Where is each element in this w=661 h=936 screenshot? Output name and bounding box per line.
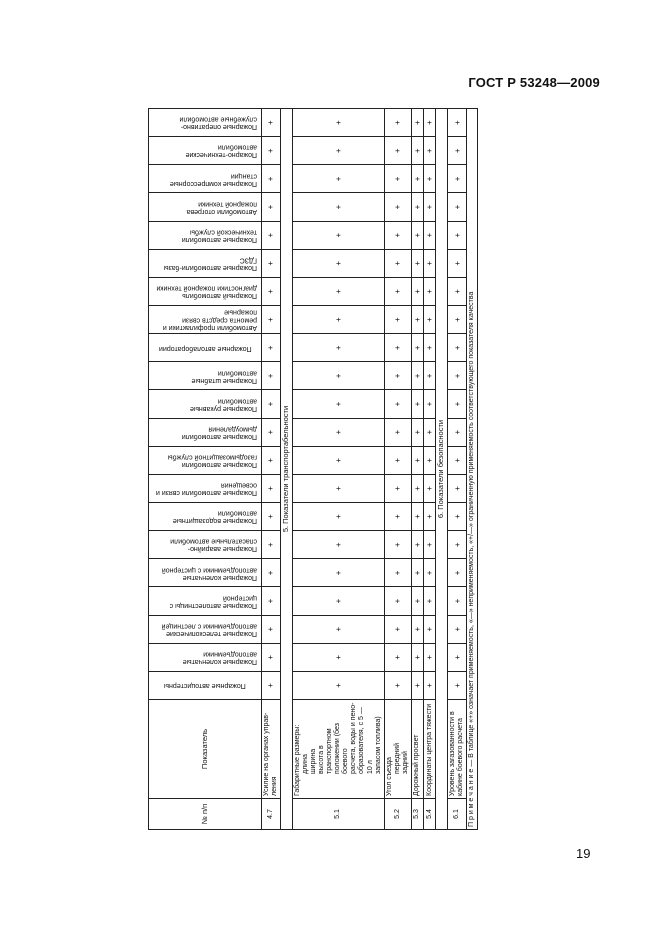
- indicator-line: ления: [271, 776, 279, 796]
- applicability-mark: +: [293, 587, 385, 615]
- indicator-line: ширина: [310, 748, 318, 774]
- applicability-mark: +: [262, 306, 281, 334]
- applicability-mark: +: [262, 137, 281, 165]
- applicability-mark: +: [423, 446, 435, 474]
- header-num-label: № п/п: [199, 803, 209, 825]
- applicability-mark: +: [411, 306, 423, 334]
- rotated-table-container: [148, 108, 495, 830]
- header-vehicle-21: [149, 109, 262, 137]
- applicability-mark: +: [448, 277, 467, 305]
- applicability-mark: +: [448, 165, 467, 193]
- applicability-mark: +: [411, 277, 423, 305]
- applicability-mark: +: [448, 137, 467, 165]
- vehicle-type-label: Пожарные автолаборатории: [158, 344, 252, 352]
- vehicle-type-label: Пожарные водозащитные автомобили: [172, 509, 257, 525]
- header-vehicle-1: [149, 671, 262, 699]
- table-row: [423, 109, 435, 830]
- applicability-mark: +: [293, 446, 385, 474]
- applicability-mark: +: [384, 446, 411, 474]
- table-row: [448, 109, 467, 830]
- row-indicator: [448, 700, 467, 799]
- vehicle-type-label: Пожарные аварийно-спасательные автомобили: [170, 537, 257, 553]
- applicability-mark: +: [448, 503, 467, 531]
- applicability-mark: +: [448, 671, 467, 699]
- indicator-line: передний: [393, 742, 401, 774]
- applicability-mark: +: [293, 474, 385, 502]
- applicability-mark: +: [411, 165, 423, 193]
- table-row: [262, 109, 281, 830]
- applicability-mark: +: [262, 109, 281, 137]
- applicability-mark: +: [411, 643, 423, 671]
- header-vehicle-11: [149, 390, 262, 418]
- header-vehicle-2: [149, 643, 262, 671]
- applicability-mark: +: [423, 587, 435, 615]
- standard-header: ГОСТ Р 53248—2009: [468, 75, 600, 90]
- vehicle-type-label: Автомобили отогрева пожарной техники: [186, 200, 257, 215]
- applicability-mark: +: [384, 418, 411, 446]
- applicability-mark: +: [293, 109, 385, 137]
- applicability-mark: +: [411, 671, 423, 699]
- vehicle-type-label: Пожарные автолестницы с цистерной: [169, 594, 257, 609]
- indicator-line: расчета, воды и пено-: [350, 702, 358, 774]
- vehicle-type-label: Пожарные оперативно-служебные автомобили: [179, 115, 257, 131]
- applicability-mark: +: [448, 249, 467, 277]
- header-indicator: [149, 700, 262, 799]
- applicability-mark: +: [384, 109, 411, 137]
- applicability-mark: +: [262, 587, 281, 615]
- indicator-line: Уровень загазованности в: [449, 711, 457, 796]
- applicability-mark: +: [448, 446, 467, 474]
- applicability-mark: +: [411, 137, 423, 165]
- applicability-mark: +: [262, 362, 281, 390]
- applicability-mark: +: [293, 334, 385, 362]
- section-heading: 5. Показатели транспортабельности: [281, 109, 293, 830]
- applicability-mark: +: [411, 615, 423, 643]
- indicator-line: Дорожный просвет: [413, 734, 421, 796]
- header-vehicle-20: [149, 137, 262, 165]
- applicability-mark: +: [448, 306, 467, 334]
- table-row: [293, 109, 385, 830]
- applicability-mark: +: [262, 418, 281, 446]
- header-indicator-label: Показатель: [199, 728, 209, 770]
- vehicle-type-label: Пожарные автоцистерны: [164, 682, 246, 690]
- applicability-mark: +: [411, 559, 423, 587]
- applicability-mark: +: [411, 531, 423, 559]
- row-number: 5.2: [384, 799, 411, 830]
- vehicle-type-label: Пожарные автомобили связи и освещения: [156, 481, 257, 497]
- applicability-mark: +: [448, 334, 467, 362]
- applicability-mark: +: [384, 249, 411, 277]
- vehicle-type-label: Пожарные автомобили-базы ГДЗС: [163, 256, 257, 272]
- applicability-mark: +: [384, 474, 411, 502]
- applicability-mark: +: [384, 334, 411, 362]
- applicability-mark: +: [262, 559, 281, 587]
- applicability-mark: +: [448, 390, 467, 418]
- applicability-mark: +: [423, 559, 435, 587]
- applicability-mark: +: [423, 474, 435, 502]
- applicability-mark: +: [384, 531, 411, 559]
- applicability-mark: +: [448, 362, 467, 390]
- applicability-mark: +: [293, 306, 385, 334]
- applicability-mark: +: [448, 193, 467, 221]
- applicability-mark: +: [384, 193, 411, 221]
- applicability-mark: +: [262, 531, 281, 559]
- row-indicator: [411, 700, 423, 799]
- indicators-table: [148, 108, 478, 830]
- indicator-line: длина: [302, 754, 310, 774]
- applicability-mark: +: [384, 503, 411, 531]
- applicability-mark: +: [448, 221, 467, 249]
- applicability-mark: +: [384, 643, 411, 671]
- header-vehicle-8: [149, 474, 262, 502]
- applicability-mark: +: [262, 277, 281, 305]
- applicability-mark: +: [384, 671, 411, 699]
- applicability-mark: +: [262, 193, 281, 221]
- vehicle-type-label: Пожарные коленчатые автоподъемники: [182, 650, 257, 665]
- applicability-mark: +: [423, 306, 435, 334]
- applicability-mark: +: [293, 643, 385, 671]
- indicator-line: Усилие на органах управ-: [263, 712, 270, 796]
- vehicle-type-label: Пожарные телескопические автоподъемники с лестницей: [161, 622, 257, 637]
- applicability-mark: +: [293, 221, 385, 249]
- header-vehicle-16: [149, 249, 262, 277]
- indicator-line: запасом топлива): [374, 716, 382, 774]
- indicator-line: Угол съезда: [385, 757, 393, 796]
- row-indicator: [262, 700, 281, 799]
- applicability-mark: +: [423, 165, 435, 193]
- applicability-mark: +: [262, 249, 281, 277]
- indicator-line: Координаты центра тяжести: [425, 703, 433, 796]
- row-number: 4.7: [262, 799, 281, 830]
- row-number: 6.1: [448, 799, 467, 830]
- vehicle-type-label: Пожарные компрессорные станции: [169, 171, 257, 187]
- header-vehicle-10: [149, 418, 262, 446]
- applicability-mark: +: [423, 418, 435, 446]
- applicability-mark: +: [262, 671, 281, 699]
- applicability-mark: +: [384, 165, 411, 193]
- row-number: 5.3: [411, 799, 423, 830]
- applicability-mark: +: [411, 446, 423, 474]
- applicability-mark: +: [411, 474, 423, 502]
- row-indicator: [384, 700, 411, 799]
- applicability-mark: +: [293, 531, 385, 559]
- applicability-mark: +: [423, 643, 435, 671]
- applicability-mark: +: [423, 334, 435, 362]
- applicability-mark: +: [262, 643, 281, 671]
- applicability-mark: +: [293, 165, 385, 193]
- row-indicator: [293, 700, 385, 799]
- applicability-mark: +: [384, 615, 411, 643]
- applicability-mark: +: [262, 615, 281, 643]
- section-heading-row: [436, 109, 448, 830]
- vehicle-type-label: Пожарный автомобиль диагностики пожарной техники: [156, 284, 257, 300]
- applicability-mark: +: [448, 109, 467, 137]
- section-heading: 6. Показатели безопасности: [436, 109, 448, 830]
- applicability-mark: +: [293, 137, 385, 165]
- applicability-mark: +: [384, 362, 411, 390]
- applicability-mark: +: [423, 503, 435, 531]
- applicability-mark: +: [423, 221, 435, 249]
- header-vehicle-17: [149, 221, 262, 249]
- applicability-mark: +: [262, 334, 281, 362]
- indicator-line: задний: [401, 751, 409, 774]
- applicability-mark: +: [262, 221, 281, 249]
- applicability-mark: +: [411, 390, 423, 418]
- header-vehicle-9: [149, 446, 262, 474]
- header-vehicle-7: [149, 503, 262, 531]
- indicator-line: положении (без боевого: [334, 723, 350, 774]
- applicability-mark: +: [448, 643, 467, 671]
- vehicle-type-label: Пожарные автомобили газодымозащитной службы: [167, 453, 257, 468]
- header-vehicle-13: [149, 334, 262, 362]
- applicability-mark: +: [384, 390, 411, 418]
- header-vehicle-4: [149, 587, 262, 615]
- applicability-mark: +: [411, 334, 423, 362]
- applicability-mark: +: [411, 249, 423, 277]
- row-number: 5.1: [293, 799, 385, 830]
- applicability-mark: +: [384, 559, 411, 587]
- header-vehicle-19: [149, 165, 262, 193]
- applicability-mark: +: [411, 418, 423, 446]
- applicability-mark: +: [411, 221, 423, 249]
- applicability-mark: +: [423, 249, 435, 277]
- applicability-mark: +: [411, 503, 423, 531]
- header-num: [149, 799, 262, 830]
- applicability-mark: +: [293, 277, 385, 305]
- row-number: 5.4: [423, 799, 435, 830]
- header-vehicle-12: [149, 362, 262, 390]
- table-row: [384, 109, 411, 830]
- table-note: П р и м е ч а н и е — В таблице «+» означает применяемость, «—» неприменяемость, «+/—» ограниченную применяемость соответствующего показателя качества: [467, 109, 478, 830]
- applicability-mark: +: [293, 503, 385, 531]
- vehicle-type-label: Пожарные коленчатые автоподъемники с цистерной: [161, 565, 257, 581]
- table-note-row: [467, 109, 478, 830]
- applicability-mark: +: [411, 587, 423, 615]
- header-vehicle-15: [149, 277, 262, 305]
- applicability-mark: +: [262, 165, 281, 193]
- page-number: 19: [576, 846, 591, 861]
- header-vehicle-3: [149, 615, 262, 643]
- applicability-mark: +: [384, 221, 411, 249]
- applicability-mark: +: [293, 390, 385, 418]
- applicability-mark: +: [293, 193, 385, 221]
- applicability-mark: +: [423, 277, 435, 305]
- applicability-mark: +: [448, 615, 467, 643]
- applicability-mark: +: [423, 362, 435, 390]
- applicability-mark: +: [384, 306, 411, 334]
- indicator-line: Габаритные размеры:: [294, 724, 302, 796]
- header-vehicle-5: [149, 559, 262, 587]
- applicability-mark: +: [423, 137, 435, 165]
- header-vehicle-6: [149, 531, 262, 559]
- table-row: [411, 109, 423, 830]
- applicability-mark: +: [293, 249, 385, 277]
- applicability-mark: +: [293, 671, 385, 699]
- applicability-mark: +: [423, 390, 435, 418]
- applicability-mark: +: [293, 559, 385, 587]
- applicability-mark: +: [262, 390, 281, 418]
- applicability-mark: +: [448, 559, 467, 587]
- indicator-line: образователя, с 5 — 10 л: [358, 707, 374, 774]
- applicability-mark: +: [262, 474, 281, 502]
- vehicle-type-label: Автомобили профилактики и ремонта средств связи пожарные: [162, 308, 257, 332]
- applicability-mark: +: [423, 193, 435, 221]
- applicability-mark: +: [448, 474, 467, 502]
- vehicle-type-label: Пожарные автомобили технической службы: [181, 228, 257, 243]
- header-vehicle-18: [149, 193, 262, 221]
- indicator-line: высота в транспортном: [318, 728, 334, 774]
- applicability-mark: +: [411, 109, 423, 137]
- header-vehicle-14: [149, 306, 262, 334]
- applicability-mark: +: [262, 446, 281, 474]
- applicability-mark: +: [411, 193, 423, 221]
- vehicle-type-label: Пожарные автомобили дымоудаления: [181, 425, 257, 440]
- applicability-mark: +: [262, 503, 281, 531]
- applicability-mark: +: [384, 137, 411, 165]
- applicability-mark: +: [423, 671, 435, 699]
- table-header-row: [149, 109, 262, 830]
- rotated-table-body: [148, 108, 495, 830]
- applicability-mark: +: [293, 418, 385, 446]
- vehicle-type-label: Пожарные штабные автомобили: [191, 368, 257, 384]
- applicability-mark: +: [423, 531, 435, 559]
- applicability-mark: +: [384, 277, 411, 305]
- applicability-mark: +: [423, 615, 435, 643]
- applicability-mark: +: [448, 587, 467, 615]
- section-heading-row: [281, 109, 293, 830]
- applicability-mark: +: [384, 587, 411, 615]
- vehicle-type-label: Пожарно-технические автомобили: [185, 143, 257, 159]
- applicability-mark: +: [448, 418, 467, 446]
- applicability-mark: +: [448, 531, 467, 559]
- indicator-line: кабине боевого расчета: [457, 718, 465, 796]
- applicability-mark: +: [293, 615, 385, 643]
- row-indicator: [423, 700, 435, 799]
- applicability-mark: +: [423, 109, 435, 137]
- applicability-mark: +: [411, 362, 423, 390]
- applicability-mark: +: [293, 362, 385, 390]
- vehicle-type-label: Пожарные рукавные автомобили: [190, 397, 257, 412]
